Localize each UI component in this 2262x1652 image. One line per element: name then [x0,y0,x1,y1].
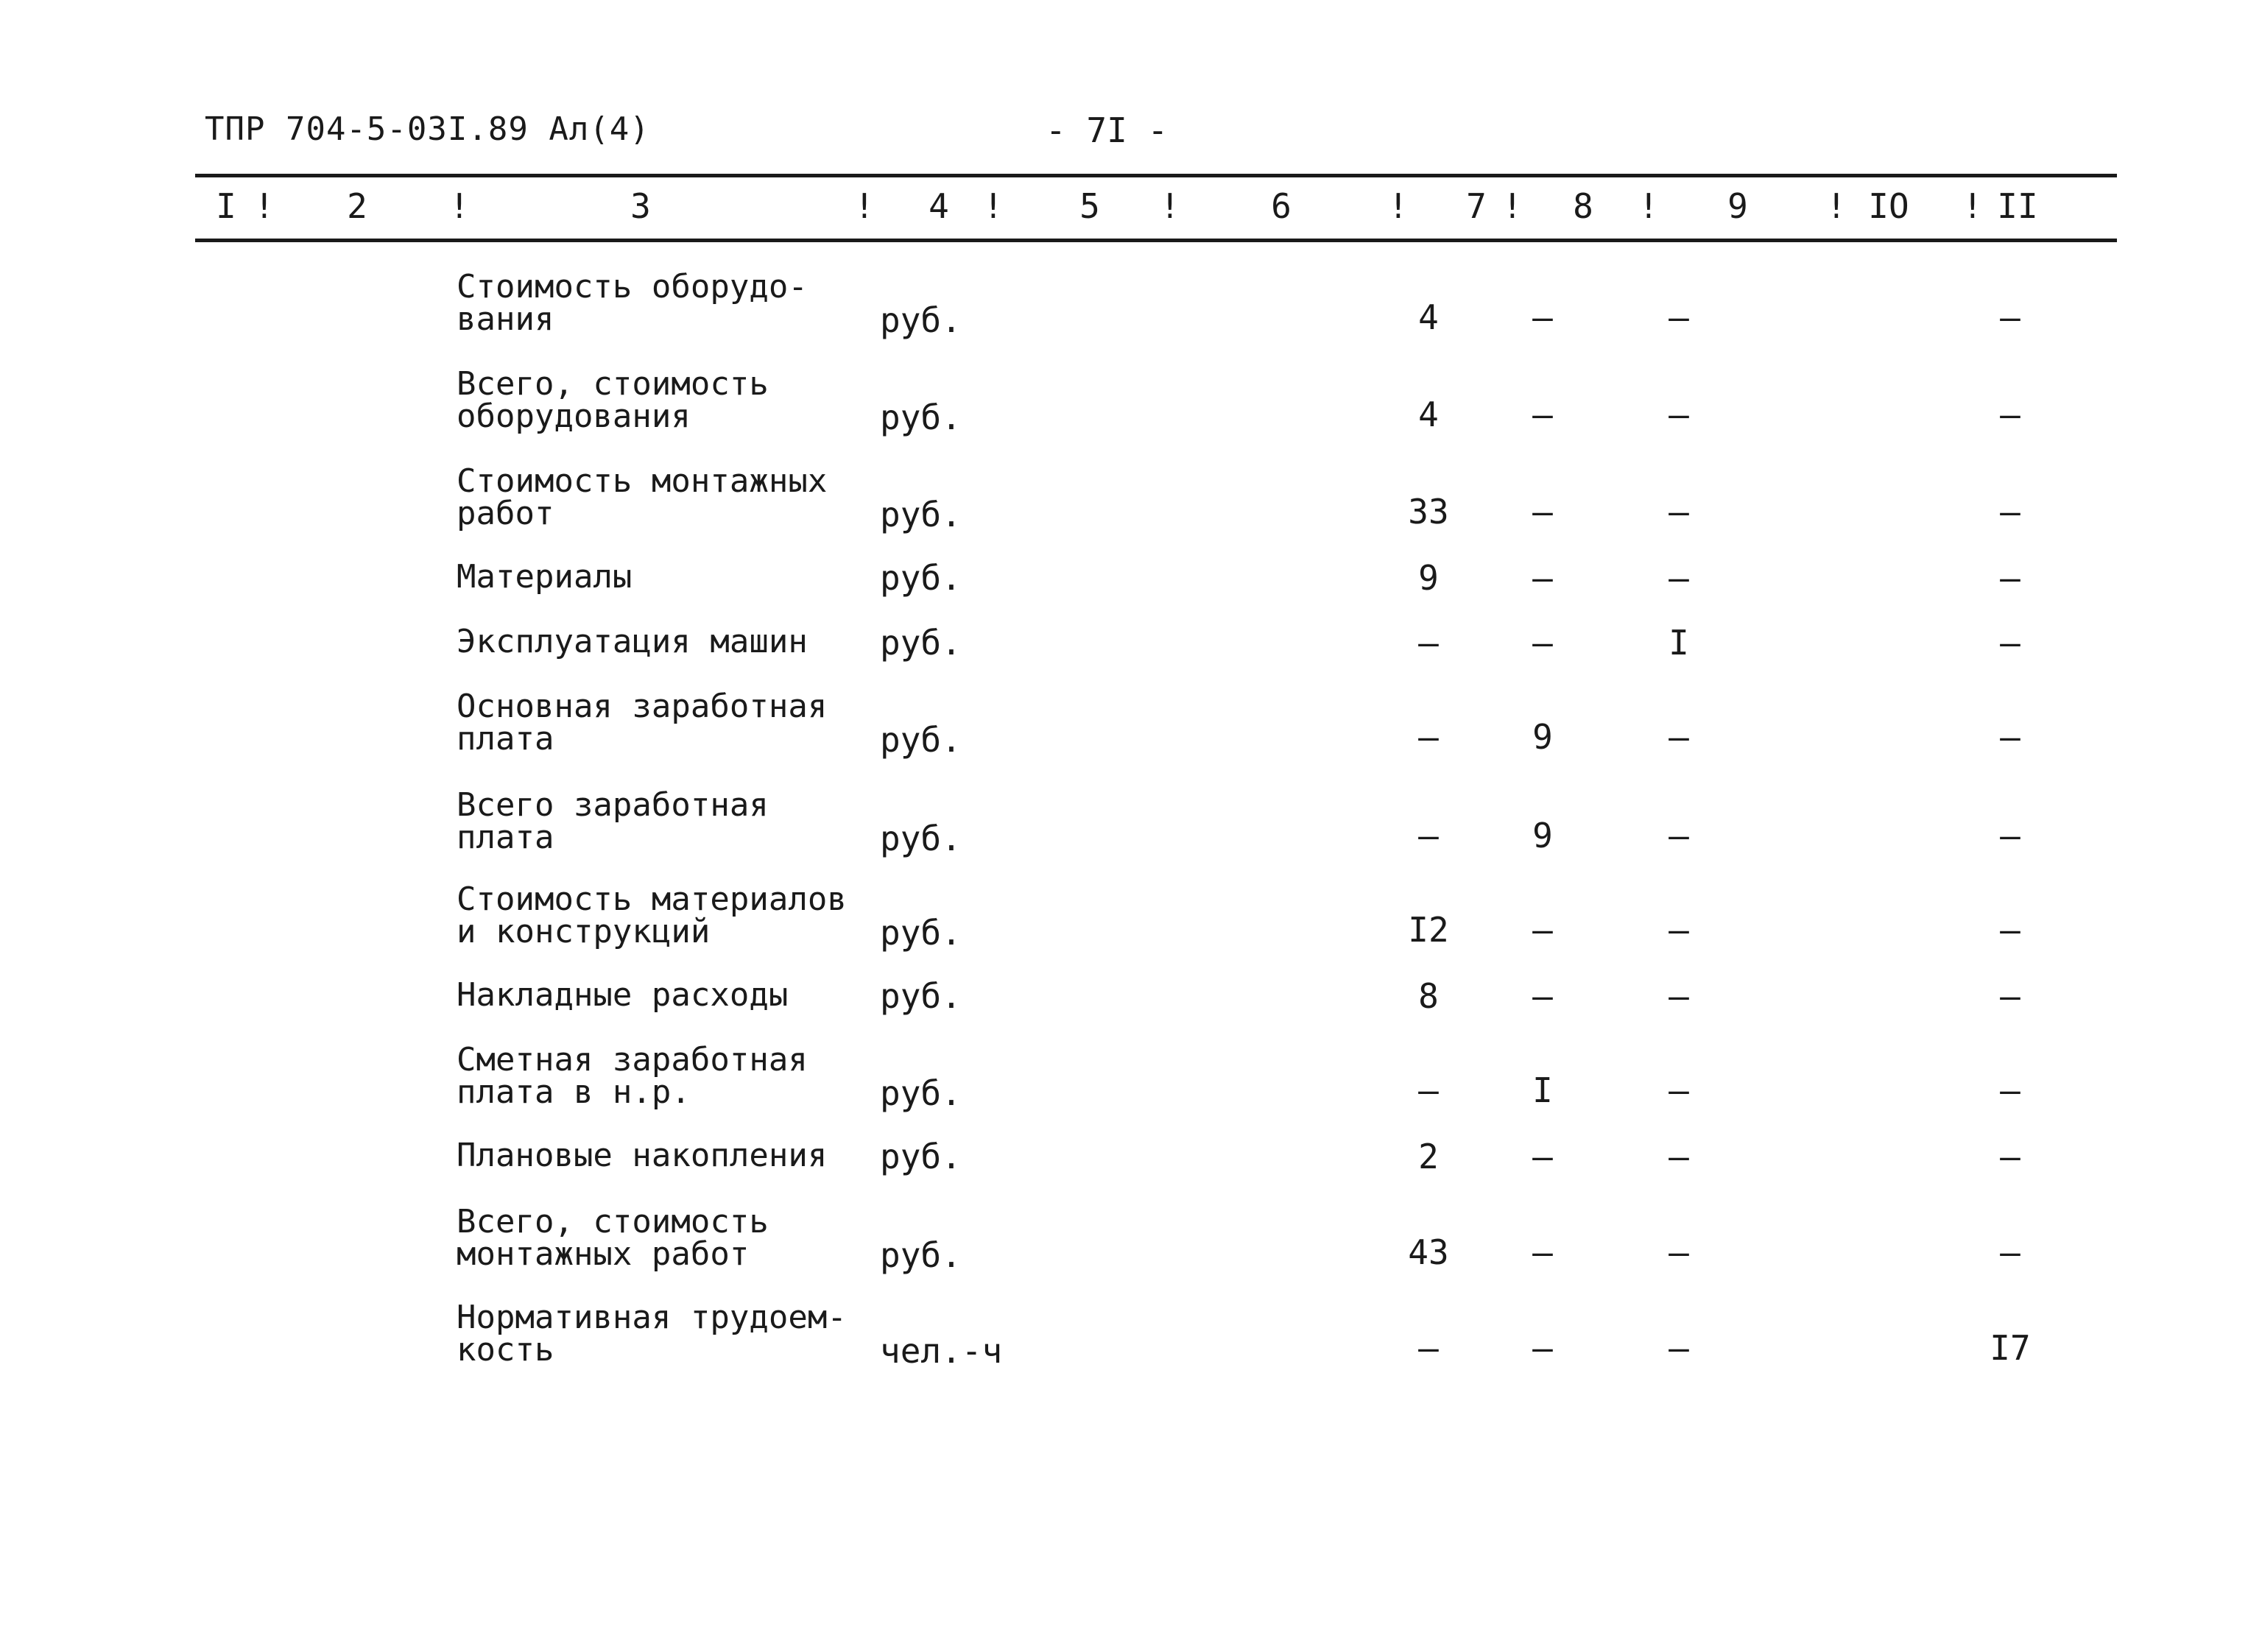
cell-col9: – [1669,976,1689,1016]
column-separator: ! [1638,186,1659,226]
row-unit: руб. [880,976,962,1016]
row-label: Нормативная трудоем- кость [457,1299,847,1369]
row-label: Материалы [457,558,633,596]
cell-col11: – [2000,1137,2020,1176]
column-header-10: IO [1868,186,1909,226]
column-header-1: I [216,186,236,226]
cell-col11: – [2000,910,2020,950]
cell-col8: 9 [1532,717,1553,757]
row-unit: руб. [880,558,962,598]
row-label: Стоимость оборудо- вания [457,268,808,338]
row-unit: руб. [880,495,962,534]
column-separator: ! [1502,186,1523,226]
cell-col9: – [1669,558,1689,598]
column-header-5: 5 [1079,186,1100,226]
cell-col11: – [2000,717,2020,757]
cell-col9: – [1669,1328,1689,1368]
column-header-2: 2 [347,186,367,226]
cell-col11: – [2000,976,2020,1016]
row-label: Основная заработная плата [457,688,828,758]
cell-col7: 4 [1418,395,1439,434]
cell-col8: – [1532,1328,1553,1368]
cell-col8: – [1532,558,1553,598]
cell-col9: – [1669,717,1689,757]
cell-col9: I [1669,623,1689,663]
cell-col11: – [2000,623,2020,663]
cell-col9: – [1669,1232,1689,1272]
column-header-7: 7 [1466,186,1487,226]
row-unit: руб. [880,720,962,760]
column-separator: ! [1160,186,1180,226]
table-top-rule [195,174,2117,177]
cell-col11: – [2000,558,2020,598]
column-header-9: 9 [1727,186,1748,226]
column-separator: ! [983,186,1004,226]
cell-col7: – [1418,623,1439,663]
cell-col7: 4 [1418,297,1439,337]
cell-col8: – [1532,297,1553,337]
column-header-11: II [1997,186,2038,226]
cell-col7: 33 [1408,492,1449,532]
cell-col8: – [1532,623,1553,663]
column-separator: ! [1388,186,1409,226]
column-separator: ! [449,186,470,226]
cell-col7: – [1418,717,1439,757]
column-header-3: 3 [630,186,651,226]
cell-col7: – [1418,1070,1439,1110]
cell-col7: – [1418,816,1439,855]
cell-col7: I2 [1408,910,1449,950]
row-label: Стоимость материалов и конструкций [457,880,847,950]
cell-col8: 9 [1532,816,1553,855]
cell-col8: – [1532,910,1553,950]
document-code: ТПР 704-5-03I.89 Ал(4) [205,110,650,148]
cell-col9: – [1669,395,1689,434]
cell-col11: I7 [1990,1328,2031,1368]
cell-col8: I [1532,1070,1553,1110]
row-label: Эксплуатация машин [457,623,808,660]
row-unit: руб. [880,623,962,663]
row-unit: чел.-ч [880,1331,1003,1371]
column-header-4: 4 [929,186,949,226]
cell-col8: – [1532,492,1553,532]
row-label: Стоимость монтажных работ [457,462,828,532]
row-unit: руб. [880,300,962,340]
page-number: - 7I - [1046,110,1169,150]
row-label: Всего заработная плата [457,786,769,856]
column-separator: ! [1962,186,1983,226]
cell-col9: – [1669,816,1689,855]
row-unit: руб. [880,819,962,858]
row-unit: руб. [880,1137,962,1176]
cell-col9: – [1669,1070,1689,1110]
row-label: Всего, стоимость монтажных работ [457,1203,769,1273]
cell-col9: – [1669,910,1689,950]
cell-col7: 8 [1418,976,1439,1016]
cell-col9: – [1669,1137,1689,1176]
cell-col11: – [2000,1070,2020,1110]
cell-col11: – [2000,816,2020,855]
cell-col7: 43 [1408,1232,1449,1272]
row-label: Всего, стоимость оборудования [457,365,769,435]
column-header-8: 8 [1573,186,1593,226]
row-unit: руб. [880,913,962,953]
cell-col9: – [1669,297,1689,337]
cell-col9: – [1669,492,1689,532]
cell-col11: – [2000,492,2020,532]
row-unit: руб. [880,1235,962,1275]
row-label: Сметная заработная плата в н.р. [457,1041,808,1111]
cell-col8: – [1532,1137,1553,1176]
row-unit: руб. [880,398,962,437]
cell-col11: – [2000,1232,2020,1272]
cell-col7: 2 [1418,1137,1439,1176]
cell-col8: – [1532,395,1553,434]
column-header-6: 6 [1271,186,1292,226]
cell-col7: 9 [1418,558,1439,598]
row-label: Накладные расходы [457,976,789,1014]
cell-col7: – [1418,1328,1439,1368]
column-separator: ! [854,186,875,226]
column-separator: ! [1826,186,1847,226]
row-unit: руб. [880,1073,962,1113]
cell-col11: – [2000,297,2020,337]
cell-col11: – [2000,395,2020,434]
cell-col8: – [1532,1232,1553,1272]
cell-col8: – [1532,976,1553,1016]
column-separator: ! [254,186,275,226]
table-header-bottom-rule [195,239,2117,242]
row-label: Плановые накопления [457,1137,828,1174]
